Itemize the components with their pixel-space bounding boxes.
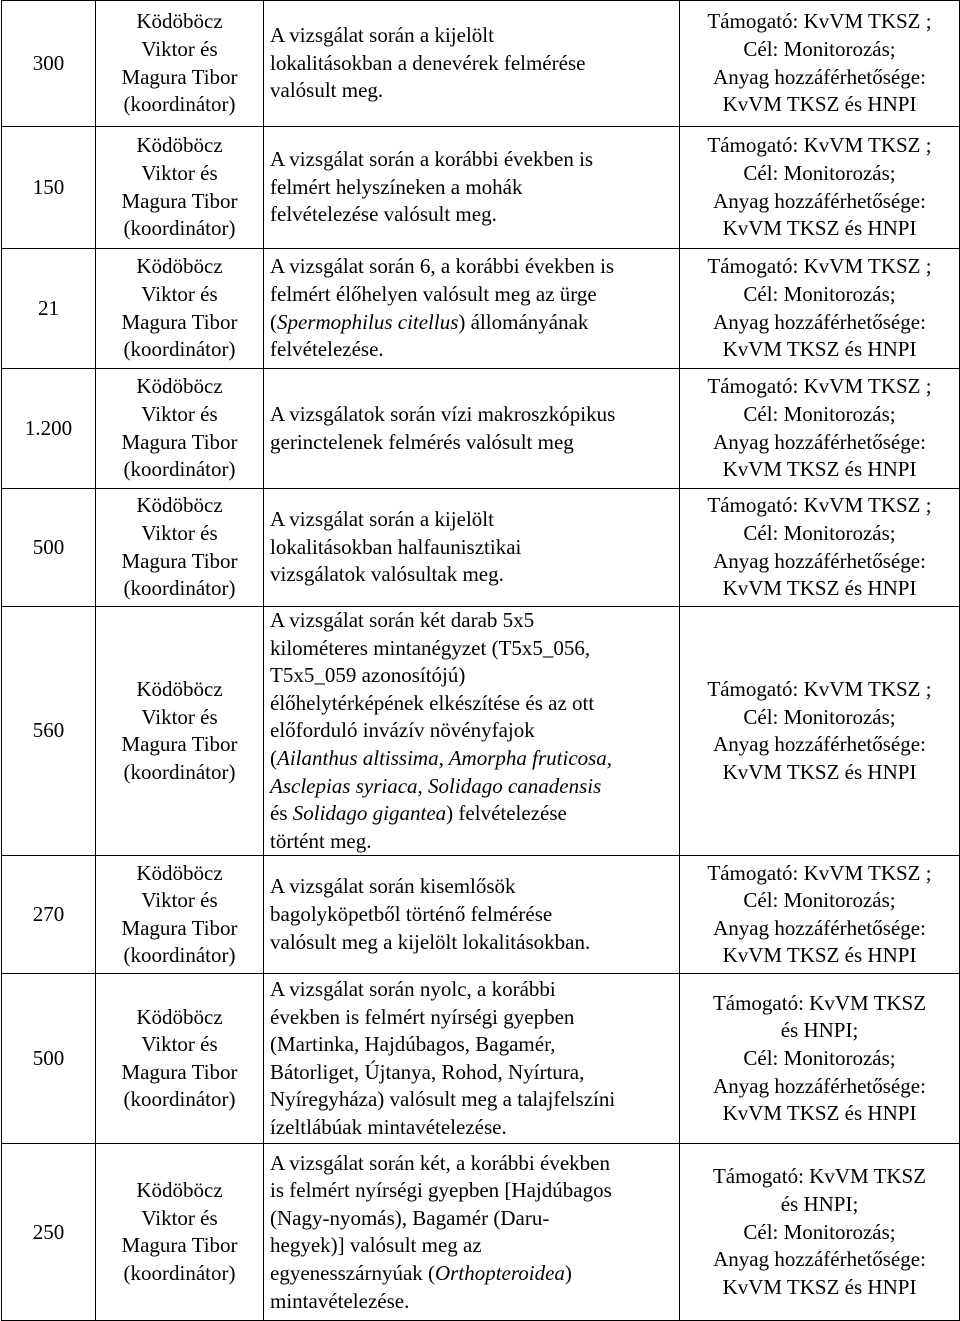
responsible-line: Magura Tibor [121,915,238,940]
support-line: KvVM TKSZ és HNPI [722,92,917,117]
description-line [270,1177,675,1205]
description-line [270,77,675,105]
description-line [270,201,675,229]
description-line [270,690,675,718]
description-cell [264,856,680,974]
description-line [270,1004,675,1032]
description-cell [264,489,680,607]
support-line: Cél: Monitorozás; [743,401,896,426]
support-line: Támogató: KvVM TKSZ [712,1164,927,1189]
description-cell [264,249,680,369]
table-row [2,856,960,974]
support-line: Anyag hozzáférhetősége: [713,188,926,213]
project-table [1,0,960,1321]
support-cell [680,1144,960,1321]
species-name: Ailanthus altissima, Amorpha fruticosa, [277,745,613,770]
support-cell [680,607,960,856]
responsible-cell [96,974,264,1144]
description-text: (Nagy-nyomás), Bagamér (Daru- [270,1205,550,1230]
responsible-line: Ködöböcz [136,133,223,158]
responsible-line: (koordinátor) [123,576,236,601]
support-line: Támogató: KvVM TKSZ ; [707,133,932,158]
description-line [270,1114,675,1142]
description-text: bagolyköpetből történő felmérése [270,902,553,927]
amount-cell: 500 [2,974,96,1144]
description-text: lokalitásokban a denevérek felmérése [270,50,586,75]
description-text: is felmért nyírségi gyepben [Hajdúbagos [270,1178,612,1203]
description-line [270,281,675,309]
amount-cell: 560 [2,607,96,856]
responsible-cell [96,489,264,607]
table-row [2,1,960,127]
support-line: KvVM TKSZ és HNPI [722,1101,917,1126]
responsible-line: (koordinátor) [123,759,236,784]
support-line: KvVM TKSZ és HNPI [722,943,917,968]
description-line [270,607,675,635]
support-line: Támogató: KvVM TKSZ ; [707,676,932,701]
description-text: történt meg. [270,828,372,853]
responsible-cell [96,1144,264,1321]
amount-cell: 500 [2,489,96,607]
support-line: Anyag hozzáférhetősége: [713,548,926,573]
description-text: (Martinka, Hajdúbagos, Bagamér, [270,1032,556,1057]
amount-cell: 250 [2,1144,96,1321]
support-line: és HNPI; [780,1018,859,1043]
support-line: Támogató: KvVM TKSZ ; [707,860,932,885]
responsible-line: Magura Tibor [121,188,238,213]
responsible-line: (koordinátor) [123,92,236,117]
responsible-line: Viktor és [141,36,218,61]
support-cell [680,974,960,1144]
support-line: Anyag hozzáférhetősége: [713,1073,926,1098]
responsible-line: Viktor és [141,888,218,913]
description-text: ) [564,1260,572,1285]
description-text: Bátorliget, Újtanya, Rohod, Nyírtura, [270,1059,585,1084]
support-line: KvVM TKSZ és HNPI [722,457,917,482]
description-text: A vizsgálat során kisemlősök [270,874,516,899]
description-line [270,146,675,174]
description-text: években is felmért nyírségi gyepben [270,1004,575,1029]
responsible-line: Ködöböcz [136,1178,223,1203]
description-text: felvételezése. [270,337,384,362]
description-line [270,828,675,856]
species-name: Solidago gigantea [292,801,447,826]
description-text: A vizsgálat során a kijelölt [270,23,494,48]
support-line: Cél: Monitorozás; [743,704,896,729]
species-name: Orthopteroidea [435,1260,565,1285]
responsible-line: Magura Tibor [121,548,238,573]
description-line [270,1288,675,1316]
responsible-line: Viktor és [141,1205,218,1230]
table-row [2,369,960,489]
amount-cell: 21 [2,249,96,369]
table-row [2,249,960,369]
support-line: Támogató: KvVM TKSZ ; [707,493,932,518]
support-line: Cél: Monitorozás; [743,36,896,61]
responsible-line: (koordinátor) [123,457,236,482]
description-line [270,253,675,281]
description-line [270,929,675,957]
description-text: gerinctelenek felmérés valósult meg [270,429,574,454]
table-row [2,1144,960,1321]
support-line: Anyag hozzáférhetősége: [713,915,926,940]
description-line [270,1232,675,1260]
description-text: A vizsgálat során két, a korábbi években [270,1150,610,1175]
responsible-line: Magura Tibor [121,732,238,757]
description-line [270,561,675,589]
support-line: KvVM TKSZ és HNPI [722,759,917,784]
description-line [270,717,675,745]
support-cell [680,127,960,249]
description-cell [264,1,680,127]
responsible-line: Viktor és [141,704,218,729]
support-line: Cél: Monitorozás; [743,281,896,306]
support-line: Anyag hozzáférhetősége: [713,309,926,334]
support-line: Támogató: KvVM TKSZ ; [707,254,932,279]
responsible-line: Ködöböcz [136,493,223,518]
responsible-line: (koordinátor) [123,1087,236,1112]
description-text: felvételezése valósult meg. [270,202,497,227]
description-line [270,873,675,901]
support-line: Anyag hozzáférhetősége: [713,1247,926,1272]
description-line [270,22,675,50]
responsible-line: Magura Tibor [121,1059,238,1084]
support-line: Cél: Monitorozás; [743,888,896,913]
description-cell [264,607,680,856]
species-name: Spermophilus citellus [277,309,459,334]
description-text: és [270,801,293,826]
responsible-cell [96,607,264,856]
responsible-line: Ködöböcz [136,1004,223,1029]
description-text: felmért helyszíneken a mohák [270,174,523,199]
description-text: mintavételezése. [270,1288,410,1313]
description-line [270,901,675,929]
description-line [270,1150,675,1178]
description-text: vizsgálatok valósultak meg. [270,562,504,587]
responsible-line: (koordinátor) [123,337,236,362]
support-line: Támogató: KvVM TKSZ ; [707,9,932,34]
support-cell [680,369,960,489]
description-text: egyenesszárnyúak ( [270,1260,436,1285]
table-row [2,974,960,1144]
description-text: előforduló invázív növényfajok [270,718,535,743]
support-line: KvVM TKSZ és HNPI [722,1274,917,1299]
description-line [270,429,675,457]
responsible-line: Viktor és [141,1032,218,1057]
description-line [270,309,675,337]
responsible-cell [96,1,264,127]
description-line [270,976,675,1004]
description-cell [264,1144,680,1321]
description-text: Nyíregyháza) valósult meg a talajfelszíni [270,1087,616,1112]
description-text: ízeltlábúak mintavételezése. [270,1115,507,1140]
description-text: A vizsgálat során 6, a korábbi években is [270,254,615,279]
description-line [270,662,675,690]
responsible-cell [96,127,264,249]
description-text: kilométeres mintanégyzet (T5x5_056, [270,635,591,660]
support-line: Anyag hozzáférhetősége: [713,64,926,89]
description-line [270,1059,675,1087]
description-line [270,745,675,773]
responsible-line: Viktor és [141,520,218,545]
description-text: lokalitásokban halfaunisztikai [270,534,522,559]
support-line: Cél: Monitorozás; [743,160,896,185]
description-line [270,635,675,663]
support-line: KvVM TKSZ és HNPI [722,337,917,362]
description-line [270,1086,675,1114]
support-line: Cél: Monitorozás; [743,1219,896,1244]
description-text: élőhelytérképének elkészítése és az ott [270,690,595,715]
responsible-line: Viktor és [141,160,218,185]
support-line: Támogató: KvVM TKSZ ; [707,374,932,399]
amount-cell: 1.200 [2,369,96,489]
description-line [270,174,675,202]
description-line [270,1031,675,1059]
description-text: hegyek)] valósult meg az [270,1233,482,1258]
responsible-cell [96,369,264,489]
description-cell [264,369,680,489]
responsible-line: Ködöböcz [136,254,223,279]
table-row [2,607,960,856]
support-cell [680,489,960,607]
support-line: Anyag hozzáférhetősége: [713,732,926,757]
amount-cell: 300 [2,1,96,127]
support-line: Támogató: KvVM TKSZ [712,990,927,1015]
support-line: Anyag hozzáférhetősége: [713,429,926,454]
description-text: felmért élőhelyen valósult meg az ürge [270,281,597,306]
responsible-cell [96,249,264,369]
responsible-line: Ködöböcz [136,860,223,885]
table-row [2,127,960,249]
description-text: ) felvételezése [446,801,567,826]
responsible-line: Magura Tibor [121,1233,238,1258]
description-text: A vizsgálat során a kijelölt [270,507,494,532]
responsible-line: (koordinátor) [123,943,236,968]
description-text: A vizsgálat során két darab 5x5 [270,608,535,632]
description-line [270,401,675,429]
responsible-line: Ködöböcz [136,374,223,399]
table-row [2,489,960,607]
description-text: T5x5_059 azonosítójú) [270,663,466,688]
responsible-line: Viktor és [141,281,218,306]
description-text: ( [270,745,277,770]
description-text: valósult meg a kijelölt lokalitásokban. [270,929,591,954]
support-line: KvVM TKSZ és HNPI [722,576,917,601]
table-body [2,1,960,1321]
description-line [270,1205,675,1233]
description-text: A vizsgálatok során vízi makroszkópikus [270,401,616,426]
responsible-line: Magura Tibor [121,429,238,454]
description-text: ) állományának [458,309,589,334]
description-text: valósult meg. [270,78,384,103]
description-line [270,534,675,562]
responsible-line: Magura Tibor [121,64,238,89]
description-text: A vizsgálat során nyolc, a korábbi [270,977,556,1002]
description-cell [264,127,680,249]
support-line: Cél: Monitorozás; [743,520,896,545]
support-cell [680,249,960,369]
amount-cell: 270 [2,856,96,974]
description-line [270,800,675,828]
support-cell [680,1,960,127]
description-line [270,1260,675,1288]
support-cell [680,856,960,974]
description-text: A vizsgálat során a korábbi években is [270,147,594,172]
responsible-line: Ködöböcz [136,676,223,701]
support-line: és HNPI; [780,1191,859,1216]
description-line [270,773,675,801]
description-line [270,50,675,78]
responsible-line: (koordinátor) [123,216,236,241]
responsible-cell [96,856,264,974]
species-name: Asclepias syriaca, Solidago canadensis [270,773,602,798]
responsible-line: Viktor és [141,401,218,426]
support-line: KvVM TKSZ és HNPI [722,216,917,241]
description-text: ( [270,309,277,334]
amount-cell: 150 [2,127,96,249]
responsible-line: (koordinátor) [123,1260,236,1285]
responsible-line: Ködöböcz [136,9,223,34]
responsible-line: Magura Tibor [121,309,238,334]
description-line [270,336,675,364]
description-line [270,506,675,534]
support-line: Cél: Monitorozás; [743,1046,896,1071]
description-cell [264,974,680,1144]
